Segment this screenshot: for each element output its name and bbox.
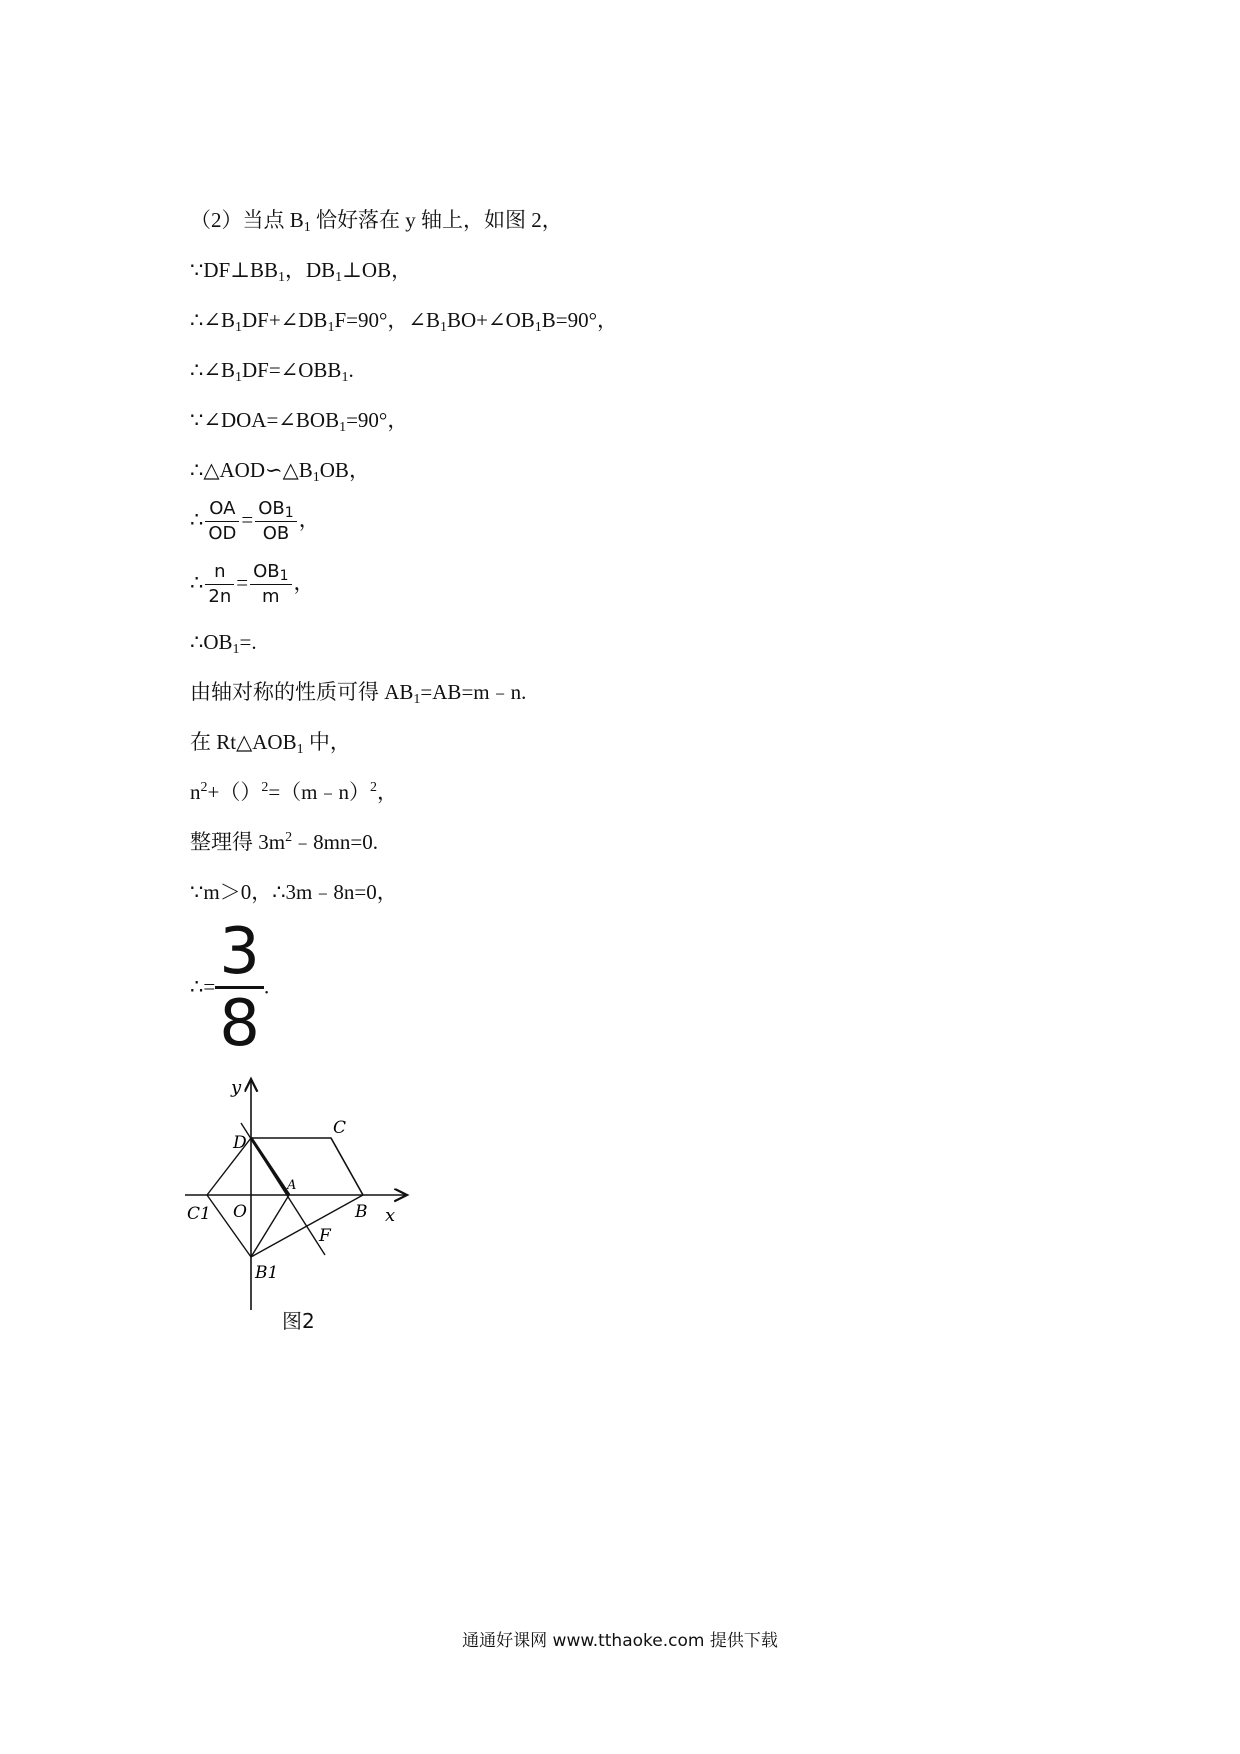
numerator xyxy=(255,497,296,522)
text-span: ∴OB xyxy=(190,630,233,654)
label-y: y xyxy=(231,1077,242,1098)
superscript: 2 xyxy=(370,780,378,795)
text-span: ， xyxy=(377,780,399,804)
label-c: C xyxy=(333,1118,347,1138)
text-span: ⊥OB， xyxy=(342,258,413,282)
fraction-oa-od xyxy=(205,497,239,546)
line-5 xyxy=(190,406,408,434)
line-9 xyxy=(190,628,257,656)
equals: = xyxy=(241,507,254,532)
line-14 xyxy=(190,878,398,906)
line-8-fraction xyxy=(190,560,315,609)
subscript: 1 xyxy=(279,568,289,584)
subscript: 1 xyxy=(312,470,320,485)
text-span: ，DB xyxy=(284,258,336,282)
text-span: ∵m＞0，∴3m﹣8n=0， xyxy=(190,880,398,904)
superscript: 2 xyxy=(285,830,293,845)
text-span: ∴△AOD∽△B xyxy=(190,458,313,482)
text-span: =（m﹣n） xyxy=(268,780,371,804)
line-1 xyxy=(190,206,563,234)
numerator: n xyxy=(205,560,234,585)
subscript: 1 xyxy=(277,270,285,285)
segment-b1-a xyxy=(251,1195,289,1257)
text-span: =. xyxy=(239,630,257,654)
denominator: 2n xyxy=(208,586,232,607)
subscript: 1 xyxy=(534,320,542,335)
numerator: 3 xyxy=(215,918,264,989)
text-span: ∴∠B xyxy=(190,358,235,382)
text-span: . xyxy=(263,974,270,999)
text-span: ∴ xyxy=(190,507,204,532)
text-span: F=90°，∠B xyxy=(334,308,440,332)
label-o: O xyxy=(233,1202,247,1222)
text-span: ∴∠B xyxy=(190,308,235,332)
subscript: 1 xyxy=(327,320,335,335)
subscript: 1 xyxy=(234,320,242,335)
text-span: OB xyxy=(253,561,280,582)
text-span: 在 Rt△AOB xyxy=(190,730,297,754)
geometry-figure xyxy=(185,1075,415,1340)
segment-dcb xyxy=(251,1138,363,1195)
label-b1: B1 xyxy=(255,1263,279,1283)
text-span: ﹣8mn=0. xyxy=(292,830,379,854)
text-span: ， xyxy=(298,507,320,532)
line-13 xyxy=(190,828,378,856)
subscript: 1 xyxy=(439,320,447,335)
numerator xyxy=(250,560,291,585)
line-4 xyxy=(190,356,354,384)
line-2 xyxy=(190,256,412,284)
page-footer: 通通好课网 www.tthaoke.com 提供下载 xyxy=(462,1631,778,1651)
text-span: BO+∠OB xyxy=(446,308,535,332)
text-span: （2）当点 B xyxy=(190,208,304,232)
line-12 xyxy=(190,778,398,806)
superscript: 2 xyxy=(200,780,208,795)
text-span: ∴= xyxy=(190,974,216,999)
text-span: =AB=m﹣n. xyxy=(420,680,527,704)
subscript: 1 xyxy=(339,420,347,435)
label-f: F xyxy=(319,1226,331,1246)
label-a: A xyxy=(287,1178,297,1193)
line-7-fraction xyxy=(190,497,320,546)
subscript: 1 xyxy=(413,692,421,707)
text-span: 整理得 3m xyxy=(190,830,286,854)
text-span: OB xyxy=(258,498,285,519)
fraction-ob1-ob xyxy=(255,497,296,546)
denominator: 8 xyxy=(219,987,260,1061)
subscript: 1 xyxy=(303,220,311,235)
subscript: 1 xyxy=(341,370,349,385)
subscript: 1 xyxy=(335,270,343,285)
line-6 xyxy=(190,456,370,484)
figure-caption: 图2 xyxy=(282,1309,315,1333)
fraction-n-2n xyxy=(205,560,234,609)
figure-svg xyxy=(185,1075,415,1340)
text-span: 中， xyxy=(303,730,351,754)
text-span: ∵DF⊥BB xyxy=(190,258,278,282)
text-span: ∴ xyxy=(190,570,204,595)
label-x: x xyxy=(385,1205,396,1226)
numerator: OA xyxy=(205,497,239,522)
denominator: OB xyxy=(262,523,290,544)
text-span: +（） xyxy=(207,780,262,804)
text-span: DF+∠DB xyxy=(241,308,328,332)
text-span: OB， xyxy=(319,458,370,482)
subscript: 1 xyxy=(232,642,240,657)
text-span: DF=∠OBB xyxy=(241,358,342,382)
text-span: 由轴对称的性质可得 AB xyxy=(190,680,414,704)
denominator: m xyxy=(262,586,280,607)
text-span: ∵∠DOA=∠BOB xyxy=(190,408,340,432)
fold-line-df xyxy=(241,1123,325,1255)
text-span: =90°， xyxy=(346,408,409,432)
denominator: OD xyxy=(208,523,237,544)
equals: = xyxy=(236,570,249,595)
line-3 xyxy=(190,306,618,334)
fraction-3-8 xyxy=(215,915,264,1061)
text-span: n xyxy=(190,780,201,804)
line-15-big-fraction xyxy=(190,915,270,1061)
label-b: B xyxy=(355,1202,368,1222)
subscript: 1 xyxy=(296,742,304,757)
text-span: ， xyxy=(293,570,315,595)
subscript: 1 xyxy=(284,505,294,521)
text-span: B=90°， xyxy=(541,308,619,332)
line-11 xyxy=(190,728,351,756)
label-d: D xyxy=(233,1133,247,1153)
subscript: 1 xyxy=(234,370,242,385)
superscript: 2 xyxy=(261,780,269,795)
text-span: . xyxy=(348,358,354,382)
label-c1: C1 xyxy=(187,1204,211,1224)
line-10 xyxy=(190,678,526,706)
fraction-ob1-m xyxy=(250,560,291,609)
text-span: 恰好落在 y 轴上，如图 2， xyxy=(310,208,563,232)
